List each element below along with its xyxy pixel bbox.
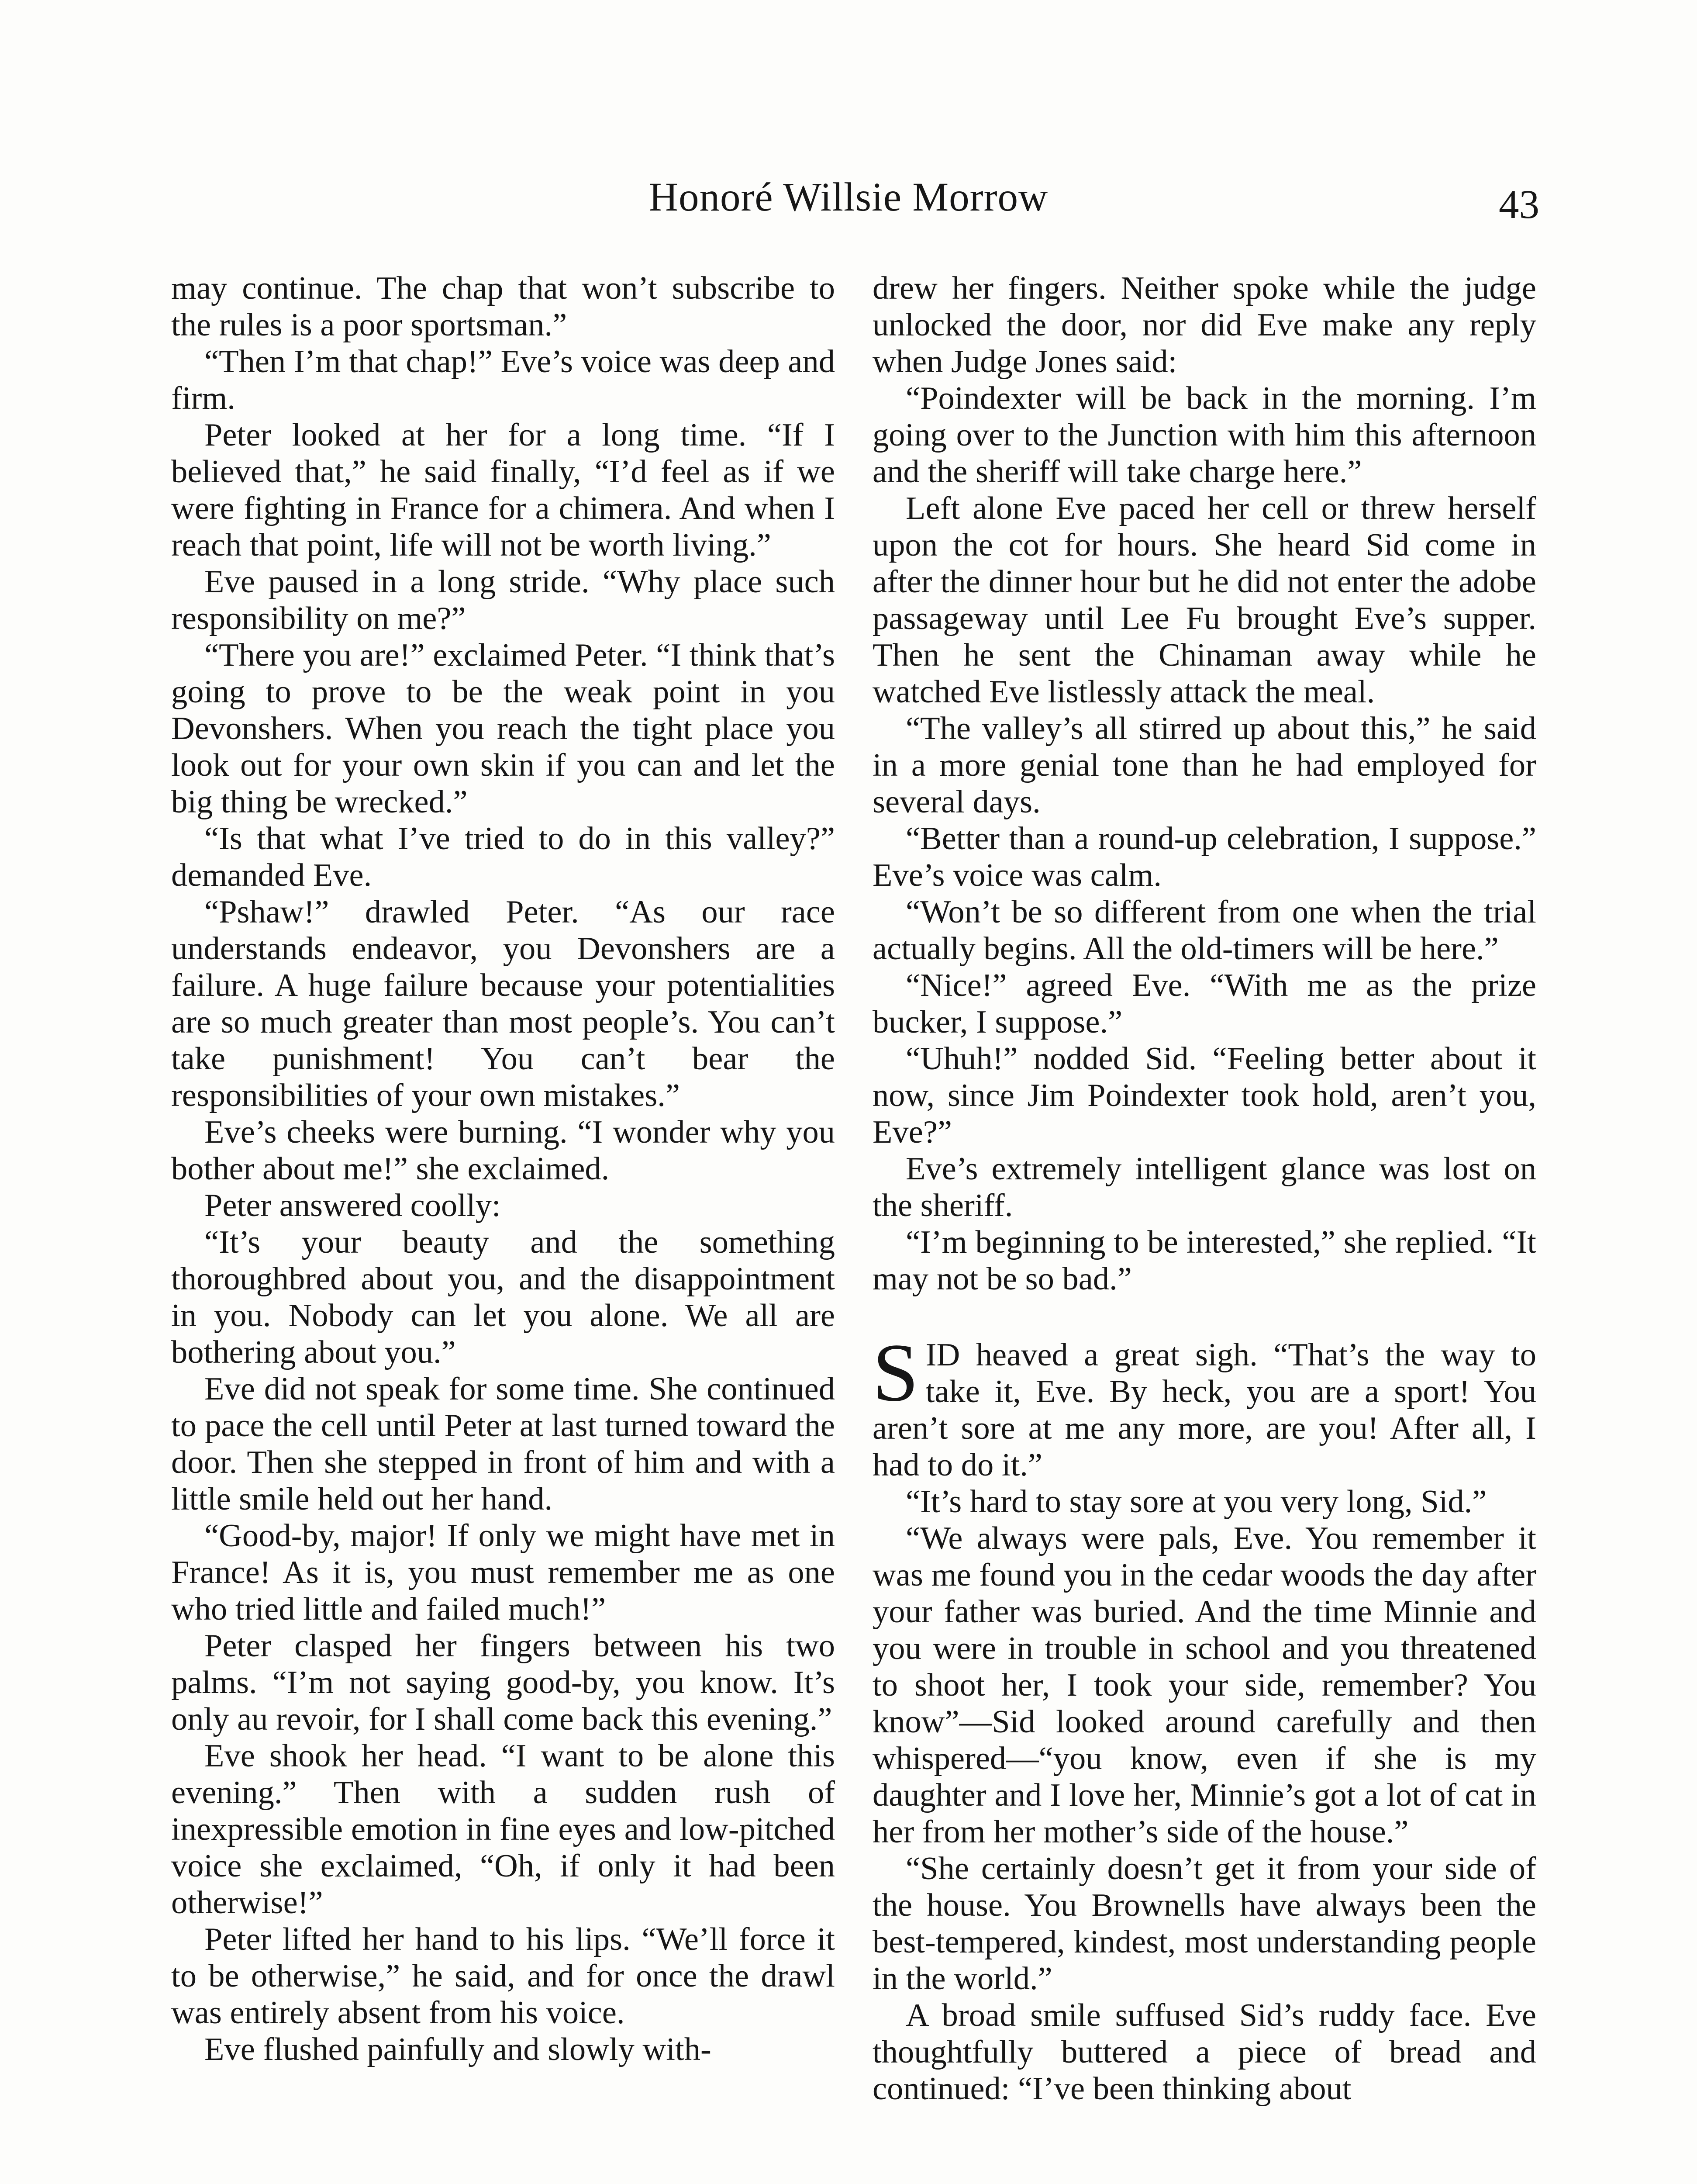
paragraph-text: Peter answered coolly: (204, 1188, 501, 1223)
drop-cap: S (873, 1327, 919, 1419)
paragraph (873, 1520, 1536, 1850)
paragraph-text: “The valley’s all stirred up about this,” he said in a more genial tone than he had employed for several days. (873, 711, 1536, 820)
paragraph-text: “Nice!” agreed Eve. “With me as the prize bucker, I suppose.” (873, 968, 1536, 1040)
paragraph-text: Eve did not speak for some time. She continued to pace the cell until Peter at last turned toward the door. Then she stepped in front of him and with a little smile held out her hand. (171, 1371, 835, 1517)
paragraph-text: heaved a great sigh. “That’s the way to take it, Eve. By heck, you are a sport! You aren’t sore at me any more, are you! After all, I had to do it.” (873, 1337, 1536, 1483)
paragraph-text: Eve paused in a long stride. “Why place such responsibility on me?” (171, 564, 835, 636)
paragraph-text: Peter lifted her hand to his lips. “We’ll force it to be otherwise,” he said, and for once the drawl was entirely absent from his voice. (171, 1921, 835, 2031)
paragraph-text: “Poindexter will be back in the morning. I’m going over to the Junction with him this afternoon and the sheriff will take charge here.” (873, 380, 1536, 490)
paragraph (873, 1997, 1536, 2107)
paragraph-text: Peter looked at her for a long time. “If I believed that,” he said finally, “I’d feel as if we were fighting in France for a chimera. And when I reach that point, life will not be worth living.” (171, 417, 835, 563)
paragraph (171, 2031, 835, 2068)
paragraph (873, 1850, 1536, 1997)
paragraph-text: “Pshaw!” drawled Peter. “As our race understands endeavor, you Devonshers are a failure. A huge failure because your potentialities are so much greater than most people’s. You can’t take punishment! You can’t bear the responsibilities of your own mistakes.” (171, 894, 835, 1113)
drop-cap-lead: ID (925, 1337, 960, 1373)
paragraph (873, 1224, 1536, 1297)
paragraph-text: “Good-by, major! If only we might have met in France! As it is, you must remember me as one who tried little and failed much!” (171, 1518, 835, 1627)
paragraph (171, 1224, 835, 1371)
paragraph-text: may continue. The chap that won’t subscribe to the rules is a poor sportsman.” (171, 270, 835, 343)
paragraph-text: Eve flushed painfully and slowly with- (204, 2032, 711, 2067)
paragraph (171, 1628, 835, 1738)
paragraph (171, 1921, 835, 2031)
paragraph (873, 380, 1536, 490)
paragraph-text: “Won’t be so different from one when the trial actually begins. All the old-timers will be here.” (873, 894, 1536, 967)
paragraph (171, 417, 835, 563)
paragraph (171, 343, 835, 417)
paragraph-text: A broad smile suffused Sid’s ruddy face. Eve thoughtfully buttered a piece of bread and continued: “I’ve been thinking about (873, 1997, 1536, 2107)
paragraph-text: “Uhuh!” nodded Sid. “Feeling better about it now, since Jim Poindexter took hold, aren’t you, Eve?” (873, 1041, 1536, 1150)
paragraph-text: Left alone Eve paced her cell or threw herself upon the cot for hours. She heard Sid come in after the dinner hour but he did not enter the adobe passageway until Lee Fu brought Eve’s supper. Then he sent the Chinaman away while he watched Eve listlessly attack the meal. (873, 491, 1536, 710)
header-title: Honoré Willsie Morrow (648, 175, 1049, 220)
paragraph (171, 1187, 835, 1224)
paragraph-text: “She certainly doesn’t get it from your side of the house. You Brownells have always been the best-tempered, kindest, most understanding people in the world.” (873, 1851, 1536, 1997)
paragraph (171, 637, 835, 820)
paragraph-text: Peter clasped her fingers between his two palms. “I’m not saying good-by, you know. It’s only au revoir, for I shall come back this evening.” (171, 1628, 835, 1737)
paragraph (873, 1040, 1536, 1151)
paragraph (171, 1371, 835, 1517)
paragraph (873, 820, 1536, 894)
paragraph (873, 270, 1536, 380)
paragraph-text: “Is that what I’ve tried to do in this valley?” demanded Eve. (171, 821, 835, 893)
paragraph-text: Eve’s extremely intelligent glance was lost on the sheriff. (873, 1151, 1536, 1223)
paragraph (171, 820, 835, 894)
paragraph (873, 1151, 1536, 1224)
paragraph (171, 563, 835, 637)
paragraph (171, 1517, 835, 1628)
paragraph-text: “It’s your beauty and the something thoroughbred about you, and the disappointment in you. Nobody can let you alone. We all are bothering about you.” (171, 1224, 835, 1370)
page-number: 43 (1499, 182, 1539, 227)
paragraph-text: “I’m beginning to be interested,” she replied. “It may not be so bad.” (873, 1224, 1536, 1297)
paragraph (873, 710, 1536, 820)
paragraph-text: “It’s hard to stay sore at you very long, Sid.” (906, 1484, 1487, 1520)
paragraph (171, 894, 835, 1114)
paragraph-text: “Then I’m that chap!” Eve’s voice was deep and firm. (171, 344, 835, 416)
paragraph (873, 1327, 1536, 1483)
paragraph (873, 967, 1536, 1040)
paragraph (873, 894, 1536, 967)
paragraph (171, 1738, 835, 1921)
paragraph-text: “We always were pals, Eve. You remember it was me found you in the cedar woods the day after your father was buried. And the time Minnie and you were in trouble in school and you threatened to shoot her, I took your side, remember? You know”—Sid looked around carefully and then whispered—“you know, even if she is my daughter and I love her, Minnie’s got a lot of cat in her from her mother’s side of the house.” (873, 1521, 1536, 1850)
paragraph (873, 1483, 1536, 1520)
paragraph-text: “Better than a round-up celebration, I suppose.” Eve’s voice was calm. (873, 821, 1536, 893)
paragraph-text: “There you are!” exclaimed Peter. “I think that’s going to prove to be the weak point in you Devonshers. When you reach the tight place you look out for your own skin if you can and let the big thing be wrecked.” (171, 637, 835, 820)
paragraph-text: Eve’s cheeks were burning. “I wonder why you bother about me!” she exclaimed. (171, 1114, 835, 1187)
paragraph (171, 270, 835, 343)
left-column (171, 270, 835, 2068)
paragraph-text: Eve shook her head. “I want to be alone this evening.” Then with a sudden rush of inexpressible emotion in fine eyes and low-pitched voice she exclaimed, “Oh, if only it had been otherwise!” (171, 1738, 835, 1921)
paragraph (873, 490, 1536, 710)
right-column (873, 270, 1536, 2107)
paragraph (171, 1114, 835, 1187)
paragraph-text: drew her fingers. Neither spoke while the judge unlocked the door, nor did Eve make any reply when Judge Jones said: (873, 270, 1536, 380)
